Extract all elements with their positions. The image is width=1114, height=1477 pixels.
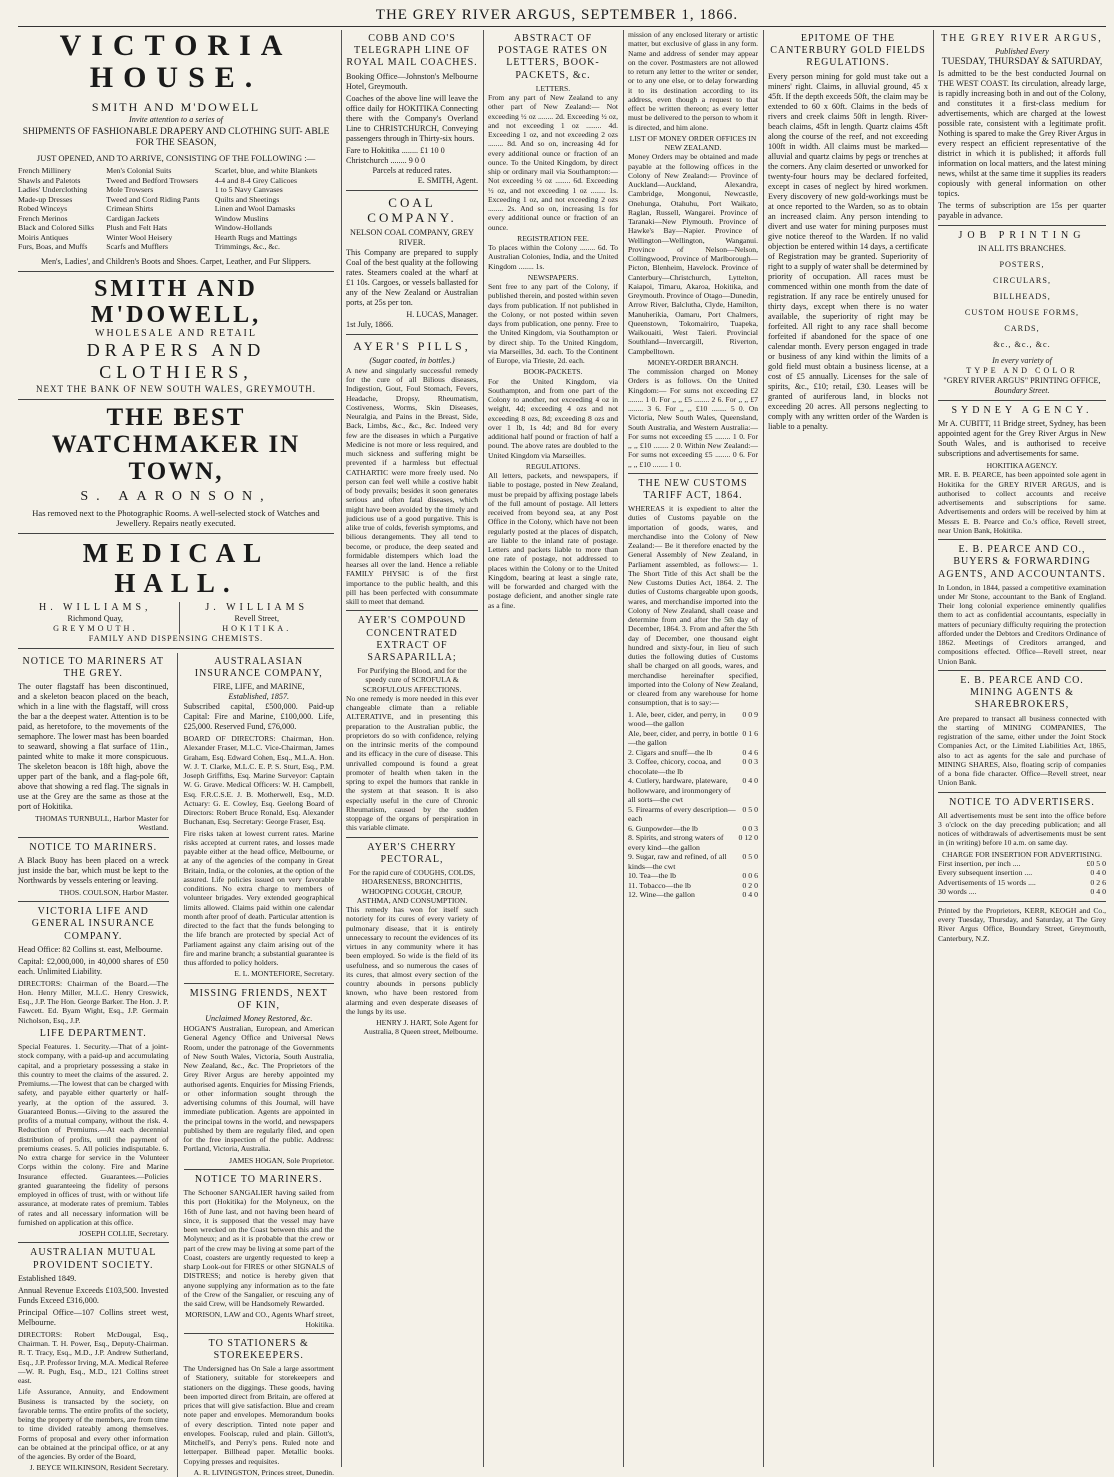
ayer-pills-sub: (Sugar coated, in bottles.): [369, 355, 455, 365]
tariff-row: [628, 757, 758, 776]
divider: [938, 792, 1106, 793]
divider: [938, 225, 1106, 226]
charge-price: 0 4 0: [1090, 887, 1106, 897]
watch-title: THE BEST WATCHMAKER IN TOWN,: [51, 403, 301, 485]
missing-title: MISSING FRIENDS, NEXT OF KIN,: [189, 987, 328, 1011]
divider: [346, 837, 478, 838]
smith-title: SMITH AND M'DOWELL,: [90, 275, 262, 328]
job-item: POSTERS,: [999, 259, 1045, 269]
money-title: MONEY-ORDER BRANCH.: [647, 357, 739, 367]
sarsaparilla-body: No one remedy is more needed in this ever changeable climate than a reliable ALTERATIVE, and in presenting this preparation to the Australian public, the proprietors do so with confidence, relying on the intrinsic merits of the compound and its efficacy in the cure of disease. This unrivalled compound is found a great promoter of health when taken in the spring to expel the humors that rankle in the system at that season. It is also especially useful in the cure of Chronic Rheumatism, caused by the sudden stoppage of the organs of perspiration in this variable climate.: [346, 693, 478, 833]
goods-cell: Window Muslins: [214, 213, 269, 223]
customs-title: THE NEW CUSTOMS TARIFF ACT, 1864.: [638, 477, 748, 501]
book-packets-title: BOOK-PACKETS.: [523, 367, 583, 377]
ayer-pills-body: A new and singularly successful remedy for the cure of all Bilious diseases, Indigestion, Gout, Foul Stomach, Fevers, Headache, Dropsy, Rheumatism, Costiveness, Worms, Skin Diseases, Neuralgia, and Pains in the Breast, Side, Back, Limbs, &c., &c., &c. Indeed very few are the diseases in which a Purgative Medicine is not more or less required, and much sickness and suffering might be prevented if a harmless but effectual CATHARTIC were more freely used. No person can feel well while a costive habit of body prevails; besides it soon generates serious and often fatal diseases, which might have been avoided by the timely and judicious use of a good purgative. This is alike true of colds, feverish symptoms, and bilious derangements. They all tend to become, or produce, the deep seated and formidable distempers which load the hearses all over the land. Hence a reliable FAMILY PHYSIC is of the first importance to the public health, and this pill has been perfected with consummate skill to meet that demand.: [346, 365, 478, 607]
goods-cell: Men's Colonial Suits: [106, 166, 172, 176]
job-item: BILLHEADS,: [993, 291, 1051, 301]
tariff-rate: 0 12 0: [738, 833, 758, 843]
right-name: J. WILLIAMS: [205, 601, 309, 613]
tariff-item: Ale, beer, cider, and perry, in bottle—the gallon: [628, 728, 739, 748]
tariff-rate: 0 4 0: [742, 776, 758, 786]
charges-table: [938, 859, 1106, 897]
nm-sig: MORISON, LAW and CO., Agents Wharf street, Hokitika.: [185, 1310, 334, 1329]
tariff-row: [628, 710, 758, 729]
job-sub: IN ALL ITS BRANCHES.: [978, 243, 1066, 253]
goods-cell: French Merinos: [18, 213, 68, 223]
goods-cell: French Millinery: [18, 166, 72, 176]
lower-subcolumns: [18, 653, 334, 1477]
charge-item: Advertisements of 15 words ....: [938, 877, 1036, 887]
goods-cell: Mole Trowsers: [106, 185, 154, 195]
divider: [628, 473, 758, 474]
goods-cell: Cardigan Jackets: [106, 213, 160, 223]
argus-terms: The terms of subscription are 15s per quarter payable in advance.: [938, 200, 1106, 220]
tariff-item: 10. Tea—the lb: [628, 871, 677, 881]
advertisers-body: All advertisements must be sent into the office before 3 o'clock on the day preceding publication; and all notices of withdrawals of advertisements must be sent in (in writing) before 10 a.m. on same day.: [938, 810, 1106, 848]
cobb-parcels: Parcels at reduced rates.: [372, 165, 452, 175]
watch-body: Has removed next to the Photographic Rooms. A well-selected stock of Watches and Jewellery. Repairs neatly executed.: [32, 507, 320, 529]
tariff-item: 6. Gunpowder—the lb: [628, 823, 698, 833]
aus-body: Fire risks taken at lowest current rates. Marine risks accepted at current rates, and losses made payable either at the head office, Melbourne, or at any of the agencies of the company in Great Britain, India, or the colonies, at the option of the assured. Life policies issued on very favorable conditions. No extra charge to members of volunteer brigades. Very extended geographical limits allowed. Claims paid within one calendar month after proof of death. Particular attention is directed to the fact that the funds belonging to the life branch are protected by special Act of Parliament against any claim arising out of the fire and marine branch; a substantial guarantee is thus afforded to policy holders.: [183, 828, 334, 968]
coal-title: COAL COMPANY.: [367, 194, 457, 226]
regulations-body: All letters, packets, and newspapers, if liable to postage, posted in New Zealand, must be prepaid by affixing postage labels of the full amount of postage. All letters received from beyond sea, at any Post Office in the Colony, which have not been regularly posted at the places of dispatch, are liable to the inland rate of postage. Letters and packets liable to more than one rate of postage, not addressed to places within the Colony or to the United Kingdom, bearing at least a single rate, will be forwarded and charged with the postage deficient, and another single rate as a fine.: [488, 471, 618, 610]
epitome-body: Every person mining for gold must take out a miners' right. Claims, in alluvial ground, 45 x 45ft. If the depth exceeds 50ft, the claim may be extended to 60 x 60ft. Claims in the beds of rivers and creek claims 50ft in length. River-beach claims, 45ft in length. Quartz claims 45ft along the course of the reef, and not exceeding 100ft in width. All claims must be marked—alluvial and quartz claims by pegs or trenches at the corners. Any claim deserted or unworked for twenty-four hours may be declared forfeited, except in cases of neglect by hired workmen. Every discovery of new gold-workings must be at once reported to the Warden, so as to obtain an increased claim. Any person intending to divert and use water for mining purposes must give notice thereof to the Warden. If no valid objection be entered within 14 days, a certificate of Registration may be granted. Superiority of right to a supply of water shall be determined by priority of occupation. All races must be commenced within one month from the date of registration. If any race be entirely unused for thirty days, except when there is no water available, the superiority of right may be forfeited. All right to any race shall become forfeited if abandoned for the space of one calendar month. Every person engaged in trade or business of any kind within the limits of a gold field must obtain a business license, at a cost of £5 annually. Licenses for the sale of spirits, &c., £10; retail, £30. Leases will be granted of auriferous land, in blocks not exceeding 20 acres. All persons neglecting to comply with any written order of the Warden is liable to a penalty.: [768, 71, 928, 431]
charge-price: 0 4 0: [1090, 868, 1106, 878]
stationers-title: TO STATIONERS & STOREKEEPERS.: [208, 1337, 309, 1361]
missing-sig: JAMES HOGAN, Sole Proprietor.: [229, 1155, 334, 1165]
goods-cell: Tweed and Bedford Trowsers: [106, 175, 199, 185]
customs-body: WHEREAS it is expedient to alter the duties of Customs payable on the importation of goods, wares, and merchandise into the Colony of New Zealand:— Be it therefore enacted by the General Assembly of New Zealand, in Parliament assembled, as follows:— 1. The Short Title of this Act shall be the New Customs Duties Act, 1864. 2. The duties of Customs chargeable upon goods, wares, and merchandise imported into the Colony of New Zealand, shall cease and determine from and after the 5th day of December, 1864. 3. From and after the 5th day of December, one thousand eight hundred and sixty-four, in lieu of such duties the following duties of Customs shall be charged on all goods, wares, and merchandise hereinafter specified, imported into the Colony of New Zealand, or cleared from any warehouse for home consumption, that is to say:—: [628, 504, 758, 708]
mariners2-sig: THOS. COULSON, Harbor Master.: [59, 887, 169, 897]
job-street: Boundary Street.: [994, 385, 1050, 395]
job-office: "GREY RIVER ARGUS" PRINTING OFFICE,: [943, 375, 1101, 385]
goods-row: [18, 214, 334, 224]
tariff-rate: 0 4 6: [742, 747, 758, 757]
tariff-item: 12. Wine—the gallon: [628, 890, 695, 900]
column-4: [488, 30, 618, 1467]
tariff-row: [628, 881, 758, 891]
masthead: THE GREY RIVER ARGUS, SEPTEMBER 1, 1866.: [375, 7, 739, 23]
registration-body: To places within the Colony ........ 6d. To Australian Colonies, India, and the United Kingdom ........ 1s.: [488, 243, 618, 271]
amp-sig: J. BEYCE WILKINSON, Resident Secretary.: [29, 1463, 169, 1473]
goods-cell: 4-4 and 8-4 Grey Calicoes: [214, 175, 298, 185]
masthead-rule: [18, 26, 1106, 27]
divider: [18, 837, 169, 838]
tariff-rate: 0 0 3: [742, 823, 758, 833]
goods-row: [18, 223, 334, 233]
goods-cell: Made-up Dresses: [18, 194, 73, 204]
goods-cell: Plush and Felt Hats: [106, 223, 168, 233]
book-packets-body: For the United Kingdom, via Southampton, and from one part of the Colony to another, not exceeding 4 oz in weight, 4d; exceeding 4 ozs and not exceeding 8 ozs, 8d; exceeding 8 ozs and over 1 lb, 1s 4d; and 8d for every additional half pound or fraction of half a pound. The above rates are doubled to the United Kingdom via Marseilles.: [488, 376, 618, 460]
goods-row: [18, 233, 334, 243]
tariff-item: 5. Firearms of every description—each: [628, 804, 736, 824]
tariff-rate: 0 4 0: [742, 890, 758, 900]
goods-table: [18, 166, 334, 252]
smith-sub: WHOLESALE AND RETAIL: [95, 327, 257, 339]
goods-cell: Robed Winceys: [18, 204, 68, 214]
aus-sig: E. L. MONTEFIORE, Secretary.: [234, 969, 334, 979]
column-rule: [483, 30, 484, 1467]
vic-office: Head Office: 82 Collins st. east, Melbourne.: [18, 944, 163, 954]
divider: [346, 334, 478, 335]
tariff-rate: 0 5 0: [742, 852, 758, 862]
missing-sub: Unclaimed Money Restored, &c.: [205, 1014, 313, 1024]
sarsaparilla-sub: For Purifying the Blood, and for the speedy cure of SCROFULA & SCROFULOUS AFFECTIONS.: [357, 666, 467, 694]
goods-cell: Window-Hollands: [214, 223, 273, 233]
nm-title: NOTICE TO MARINERS.: [194, 1173, 323, 1185]
goods-row: [18, 242, 334, 252]
tariff-row: [628, 871, 758, 881]
column-7: [938, 30, 1106, 1467]
hokitika-title: HOKITIKA AGENCY.: [986, 461, 1058, 471]
stationers-sig: A. R. LIVINGSTON, Princes street, Dunedin.: [193, 1467, 334, 1477]
newspapers-title: NEWSPAPERS.: [527, 272, 579, 282]
amp-rev: Annual Revenue Exceeds £103,500. Invested Funds Exceed £316,000.: [18, 1285, 169, 1305]
tariff-rate: 0 0 9: [742, 709, 758, 719]
aus-capital: Subscribed capital, £500,000. Paid-up Capital: Fire and Marine, £100,000. Life, £25,000. Reserved Fund, £76,000.: [183, 702, 334, 732]
goods-cell: Scarfs and Mufflers: [106, 242, 169, 252]
watchmaker-ad: [18, 404, 334, 529]
divider: [938, 539, 1106, 540]
medical-title: MEDICAL HALL.: [82, 537, 270, 598]
cobb-booking: Booking Office—Johnston's Melbourne Hotel, Greymouth.: [346, 71, 478, 91]
amp-title: AUSTRALIAN MUTUAL PROVIDENT SOCIETY.: [30, 1247, 157, 1271]
tariff-rate: 0 5 0: [742, 804, 758, 814]
charge-price: 0 2 6: [1090, 877, 1106, 887]
goods-cell: Furs, Boas, and Muffs: [18, 242, 88, 252]
amp-body: Life Assurance, Annuity, and Endowment Business is transacted by the society, on favorable terms. The entire profits of the society, being the property of the members, are from time to time divided rateably among themselves. Forms of proposal and every other information can be obtained at the principal office, or at any of the agencies. By order of the Board,: [18, 1387, 169, 1461]
tariff-row: [628, 805, 758, 824]
tariff-item: 4. Cutlery, hardware, plateware, hollowware, and ironmongery of all sorts—the cwt: [628, 776, 731, 805]
medical-hall-ad: [18, 538, 334, 644]
divider: [18, 271, 334, 272]
aus-title: AUSTRALASIAN INSURANCE COMPANY,: [194, 655, 323, 679]
postage-title: ABSTRACT OF POSTAGE RATES ON LETTERS, BOOK-PACKETS, &c.: [497, 33, 609, 81]
argus-body: Is admitted to be the best conducted Journal on THE WEST COAST. Its circulation, already large, is rapidly increasing both in and out of the Colony, and constitutes it a first-class medium for advertisements, which are charged at the lowest possible rate, consistent with a legitimate profit. Nothing is spared to make the Grey River Argus in every respect an efficient representative of the district in which it is published; it affords full information on local matters, and the latest mining news, whilst at the same time it supplies its readers copiously with general information on other topics.: [938, 68, 1106, 198]
vic-directors: DIRECTORS: Chairman of the Board.—The Hon. Henry Miller, M.L.C. Henry Creswick, Esq., J.P. The Hon. George Barker. The Hon. J. P. Fawcett. Ed. Byam Wight, Esq., J.P. Germain Nicholson, Esq., J.P.: [18, 978, 169, 1025]
life-sig: JOSEPH COLLIE, Secretary.: [78, 1229, 169, 1239]
column-rule: [623, 30, 624, 1467]
charge-row: [938, 868, 1106, 878]
victoria-shipments: SHIPMENTS OF FASHIONABLE DRAPERY AND CLOTHING SUIT- ABLE FOR THE SEASON,: [22, 126, 330, 149]
cherry-title: AYER'S CHERRY PECTORAL,: [367, 841, 457, 865]
aus-est: Established, 1857.: [228, 692, 290, 702]
mining-title: E. B. PEARCE AND CO. MINING AGENTS & SHAREBROKERS,: [960, 674, 1084, 711]
missing-body: HOGAN'S Australian, European, and American General Agency Office and Universal News Room, under the patronage of the Governments of New South Wales, Victoria, South Australia, New Zealand, &c., &c. The Proprietors of the Grey River Argus are hereby appointed my authorised agents. Enquiries for Missing Friends, or other information sought through the advertising columns of this Journal, will have immediate publication. Agents are appointed in the principal towns in the world, and newspapers published by them are regularly filed, and open for the free inspection of the public. Address: Portland, Victoria, Australia.: [183, 1024, 334, 1154]
life-title: LIFE DEPARTMENT.: [39, 1027, 147, 1039]
list-title: LIST OF MONEY ORDER OFFICES IN NEW ZEALAND.: [629, 133, 757, 152]
job-type: TYPE AND COLOR: [966, 365, 1078, 375]
nm-body: The Schooner SANGALIER having sailed from this port (Hokitika) for the Molyneux, on the 16th of June last, and not having been heard of since, it is supposed that the vessel may have been wrecked on the Coast between this and the Molyneux; and as it is probable that the crew or part of the crew may be living at some part of the Coast, coasters are urgently requested to keep a sharp Look-out for FIRES or other SIGNALS of DISTRESS; and notice is hereby given that anyone supplying any information as to the fate of the Crew of the Sangalier, or rescuing any of the said Crew, will be Handsomely Rewarded.: [183, 1188, 334, 1308]
goods-cell: Linen and Wool Damasks: [214, 204, 296, 214]
column-rule: [341, 30, 342, 1467]
column-5: [628, 30, 758, 1467]
sydney-body: Mr A. CUBITT, 11 Bridge street, Sydney, has been appointed agent for the Grey River Argus in New South Wales, and is authorised to receive subscriptions and advertisements for same.: [938, 419, 1106, 459]
divider: [346, 190, 478, 191]
coal-body: This Company are prepared to supply Coal of the best quality at the following rates. Steamers coaled at the wharf at £1 10s. Cargoes, or vessels ballasted for any of the New Zealand or Australian ports, at 25s per ton.: [346, 248, 478, 308]
life-body: Special Features. 1. Security.—That of a joint-stock company, with a paid-up and accumulating capital, and a proprietary possessing a stake in this country to meet the claims of the assured. 2. Premiums.—The lowest that can be charged with safety, and payable either quarterly or half-yearly, at the option of the assured. 3. Guaranteed Bonus.—Giving to the assured the profits of a mutual company, without the risk. 4. Reduction of Premiums.—At each decennial distribution of profits, until the payment of premiums ceases. 5. All policies indisputable. 6. No extra charge for service in the Volunteer Corps within the colony. Fire and Marine Insurance effected. Guarantees.—Policies granted guaranteeing the fidelity of persons employed in offices of trust, with or without life assurance, at moderate rates of premium. Tables of rates and all necessary information will be furnished on application at this office.: [18, 1042, 169, 1227]
mining-body: Are prepared to transact all business connected with the starting of MINING COMPANIES, The registration of the same, either under the Joint Stock Companies Act, or the Limited Liabilities Act, 1865, also to act as agents for the sale and purchase of MINING SHARES, Also, floating scrip of companies of a bona fide character. Office—Revell street, near Union Bank.: [938, 713, 1106, 788]
cherry-sig: HENRY J. HART, Sole Agent for Australia, 8 Queen street, Melbourne.: [363, 1018, 478, 1037]
cobb-sig: E. SMITH, Agent.: [417, 175, 478, 185]
goods-cell: Shawls and Paletots: [18, 175, 81, 185]
cobb-fare-1: Fare to Hokitika ........ £1 10 0: [346, 145, 445, 155]
cobb-fare-2: Christchurch ........ 9 0 0: [346, 155, 426, 165]
stationers-body: The Undersigned has On Sale a large assortment of Stationery, suitable for storekeepers and stationers on the diggings. These goods, having been imported direct from Britain, are offered at prices that will give satisfaction. Blue and cream note paper and envelopes. Memorandum books of every description. Tinted note paper and envelopes. Foolscap, ruled and plain. Gillott's, Mitchell's, and Perry's pens. Ruled note and letterpaper. Billhead paper. Metallic books. Copying presses and requisites.: [183, 1364, 334, 1466]
charge-item: 30 words ....: [938, 887, 977, 897]
coal-date: 1st July, 1866.: [346, 320, 394, 330]
epitome-title: EPITOME OF THE CANTERBURY GOLD FIELDS REGULATIONS.: [770, 33, 926, 69]
coal-sub: NELSON COAL COMPANY, GREY RIVER.: [350, 228, 474, 248]
sydney-title: SYDNEY AGENCY.: [951, 404, 1093, 416]
newspapers-body: Sent free to any part of the Colony, if published therein, and posted within seven days from publication. If not published in the Colony, or not posted within seven days from publication, one penny. Free to the United Kingdom, via Southampton or by direct ship. To the United Kingdom, via Marseilles, 3d. each. To the Continent of Europe, via Trieste, 2d. each.: [488, 282, 618, 365]
amp-est: Established 1849.: [18, 1273, 77, 1283]
goods-cell: Winter Wool Heisery: [106, 232, 173, 242]
amp-office: Principal Office—107 Collins street west, Melbourne.: [18, 1307, 169, 1327]
cherry-body: This remedy has won for itself such notoriety for its cures of every variety of pulmonary disease, that it is entirely unnecessary to recount the evidences of its virtues in any community where it has been employed. So wide is the field of its usefulness, and so numerous the cases of its cures, that almost every section of the country abounds in persons publicly known, who have been restored from alarming and even desperate diseases of the lungs by its use.: [346, 905, 478, 1016]
charge-title: CHARGE FOR INSERTION FOR ADVERTISING.: [941, 849, 1103, 859]
job-items: [938, 260, 1106, 350]
tariff-rate: 0 1 6: [742, 728, 758, 738]
tariff-rate: 0 0 3: [742, 757, 758, 767]
vic-capital: Capital: £2,000,000, in 40,000 shares of £50 each. Unlimited Liability.: [18, 956, 169, 976]
divider: [18, 1242, 169, 1243]
registration-title: REGISTRATION FEE.: [517, 233, 589, 243]
tariff-rate: 0 2 0: [742, 880, 758, 890]
goods-cell: Hearth Rugs and Mattings: [214, 232, 297, 242]
goods-cell: Ladies' Underclothing: [18, 185, 88, 195]
medical-left: [18, 602, 173, 634]
amp-directors: DIRECTORS: Robert McDougal, Esq., Chairman. T. H. Power, Esq., Deputy-Chairman. R. T. Tracy, Esq., M.D., J.P. Andrew Sutherland, Esq., J.P. Professor Irving, M.A. Medical Referee—W. R. Pugh, Esq., M.D., 121 Collins street east.: [18, 1329, 169, 1385]
argus-pub: Published Every: [995, 47, 1049, 57]
mariners-body: The outer flagstaff has been discontinued, and a skeleton beacon placed on the beach, which in a line with the flagstaff, will cross the bar a the deepest water. Attention is to be paid, as heretofore, to the movements of the semaphore. The lower mast has been boarded to seaward, showing a flat surface of 11in., painted white to make it more conspicuous. The skeleton beacon is 18ft high, above the upper part of the bank, and a flag-pole 6ft, above that showing a red flag. The signals in use at the Grey are the same as those at the port of Hokitika.: [18, 682, 169, 812]
victoria-firm: SMITH AND M'DOWELL: [91, 100, 261, 114]
tariff-rate: 0 0 6: [742, 871, 758, 881]
goods-row: [18, 204, 334, 214]
tariff-row: [628, 824, 758, 834]
tariff-row: [628, 729, 758, 748]
money-body: The commission charged on Money Orders is as follows. On the United Kingdom:— For sums not exceeding £2 ........ 1 0. For ,, ,, £5 ........ 2 6. For ,, ,, £7 ........ 3 6. For ,, ,, £10 ........ 5 0. On Victoria, New South Wales, Queensland, South Australia, and Western Australia:— For sums not exceeding £5 ........ 1 0. For ,, ,, £10 ........ 2 0. Within New Zealand:— For sums not exceeding £5 ........ 0 6. For ,, ,, £10 ........ 1 0.: [628, 367, 758, 469]
tariff-item: 1. Ale, beer, cider, and perry, in wood—the gallon: [628, 709, 726, 729]
right-town: HOKITIKA.: [222, 623, 292, 633]
printer-note: Printed by the Proprietors, KERR, KEOGH and Co., every Tuesday, Thursday, and Saturday, at The Grey River Argus Office, Boundary Street, Greymouth, Canterbury, N.Z.: [938, 905, 1106, 943]
charge-item: First insertion, per inch ....: [938, 858, 1021, 868]
right-addr: Revell Street,: [234, 613, 280, 623]
hokitika-body: MR. E. B. PEARCE, has been appointed sole agent in Hokitika for the GREY RIVER ARGUS, and is authorised to collect accounts and receive advertisements and subscriptions for same. Advertisements and orders will be received by him at Messrs E. B. Pearce and Co.'s office, Revell street, near Union Bank, Hokitika.: [938, 470, 1106, 535]
tariff-row: [628, 852, 758, 871]
left-wide-section: [18, 29, 334, 1477]
divider: [346, 610, 478, 611]
divider: [184, 1169, 335, 1170]
charge-row: [938, 887, 1106, 897]
column-rule: [763, 30, 764, 1467]
vic-ins-title: VICTORIA LIFE AND GENERAL INSURANCE COMPANY.: [31, 906, 155, 942]
goods-row: [18, 185, 334, 195]
goods-row: [18, 166, 334, 176]
column-3: [346, 30, 478, 1467]
divider: [18, 533, 334, 534]
column-6: [768, 30, 928, 1467]
job-item: CUSTOM HOUSE FORMS,: [964, 307, 1080, 317]
regulations-title: REGULATIONS.: [525, 461, 581, 471]
subcolumn-2: [177, 653, 335, 1477]
goods-row: [18, 176, 334, 186]
job-title: JOB PRINTING: [958, 229, 1086, 241]
tariff-row: [628, 890, 758, 900]
cobb-body: Coaches of the above line will leave the office daily for HOKITIKA Connecting there with the Company's Overland Line to CHRISTCHURCH, Conveying passengers through in Thirty-six hours.: [346, 93, 478, 143]
aus-board: BOARD OF DIRECTORS: Chairman, Hon. Alexander Fraser, M.L.C. Vice-Chairman, James Graham, Esq. Edward Cohen, Esq., M.L.A. Hon. W. J. T. Clarke, M.L.C. E. P. S. Sturt, Esq., P.M. Joseph Griffiths, Esq. Marine Surveyor: Captain W. G. Grave. Medical Officers: W. H. Campbell, Esq. F.R.C.S.E. J. B. Motherwell, Esq., M.D. Actuary: G. E. Cowley, Esq. Geelong Board of Directors: Robert Bruce Ronald, Esq. Alexander Buchanan, Esq. Secretary: George Fraser, Esq.: [183, 734, 334, 827]
left-town: GREYMOUTH.: [53, 623, 138, 633]
tariff-row: [628, 833, 758, 852]
tariff-item: 11. Tobacco—the lb: [628, 880, 691, 890]
left-name: H. WILLIAMS,: [38, 601, 152, 613]
tariff-table: [628, 710, 758, 900]
smith-next: NEXT THE BANK OF NEW SOUTH WALES, GREYMOUTH.: [35, 383, 317, 394]
job-variety: In every variety of: [992, 355, 1052, 365]
letters-head: LETTERS.: [535, 83, 571, 93]
tariff-item: 2. Cigars and snuff—the lb: [628, 747, 713, 757]
list-body: Money Orders may be obtained and made payable at the following offices in the Colony of New Zealand:— Province of Auckland—Auckland, Alexandra, Cambridge, Mongonui, Newcastle, Onehunga, Otahuhu, Port Waikato, Raglan, Russell, Wangarei. Province of Taranaki—New Plymouth. Province of Hawke's Bay—Napier. Province of Wellington—Wellington, Wanganui. Province of Nelson—Nelson, Collingwood, Province of Marlborough—Picton, Blenheim, Havelock. Province of Canterbury—Christchurch, Lyttelton, Kaiapoi, Timaru, Akaroa, Hokitika, and Greymouth. Province of Otago—Dunedin, Arrow River, Balclutha, Clyde, Hamilton, Manuherikia, Oamaru, Port Chalmers, Queenstown, Tokomairiro, Tuapeka, Waikouaiti, West Taieri. Provincial Southland—Invercargill, Riverton, Campbelltown.: [628, 152, 758, 356]
job-item: CARDS,: [1004, 323, 1040, 333]
charge-row: [938, 859, 1106, 869]
goods-cell: 1 to 5 Navy Canvases: [214, 185, 283, 195]
goods-cell: Quilts and Sheetings: [214, 194, 280, 204]
charge-price: £0 5 0: [1086, 858, 1106, 868]
cherry-sub: For the rapid cure of COUGHS, COLDS, HOARSENESS, BRONCHITIS, WHOOPING COUGH, CROUP, ASTHMA, AND CONSUMPTION.: [348, 868, 476, 905]
victoria-opened: JUST OPENED, AND TO ARRIVE, CONSISTING OF THE FOLLOWING :—: [36, 152, 316, 163]
victoria-footer: Men's, Ladies', and Children's Boots and Shoes. Carpet, Leather, and Fur Slippers.: [41, 256, 311, 266]
tariff-row: [628, 776, 758, 805]
mariners2-title: NOTICE TO MARINERS.: [29, 841, 158, 853]
coal-sig: H. LUCAS, Manager.: [406, 310, 478, 320]
victoria-title: VICTORIA HOUSE.: [59, 29, 293, 94]
divider: [938, 901, 1106, 902]
divider: [18, 901, 169, 902]
goods-cell: Crimean Shirts: [106, 204, 154, 214]
victoria-house-ad: [18, 30, 334, 267]
goods-cell: Black and Colored Silks: [18, 223, 95, 233]
argus-days: TUESDAY, THURSDAY & SATURDAY,: [941, 57, 1103, 68]
left-addr: Richmond Quay,: [67, 613, 123, 623]
ayer-pills-title: AYER'S PILLS,: [353, 339, 471, 354]
divider: [184, 1333, 335, 1334]
sarsaparilla-title: AYER'S COMPOUND CONCENTRATED EXTRACT OF SARSAPARILLA;: [357, 615, 467, 663]
medical-partners: [18, 602, 334, 634]
aus-sub: FIRE, LIFE, and MARINE,: [213, 682, 305, 692]
medical-footer: FAMILY AND DISPENSING CHEMISTS.: [88, 633, 264, 643]
medical-right: [179, 602, 335, 634]
smith-mcdowell-ad: [18, 276, 334, 395]
divider: [184, 983, 335, 984]
job-item: &c., &c., &c.: [993, 339, 1051, 349]
letters-body: From any part of New Zealand to any other part of New Zealand:— Not exceeding ½ oz ........ 2d. Exceeding ½ oz, and not exceeding 1 oz ........ 4d. Exceeding 1 oz, and not exceeding 2 ozs ........ 8d. And so on, increasing 4d for every additional ounce or fraction of an ounce. To the United Kingdom, by direct ship or ordinary mail via Southampton:— Not exceeding ½ oz ........ 6d. Exceeding ½ oz, and not exceeding 1 oz ........ 1s. Exceeding 1 oz, and not exceeding 2 ozs ........ 2s. And so on, increasing 1s for every additional ounce or fraction of an ounce.: [488, 93, 618, 232]
smith-drapers: DRAPERS AND CLOTHIERS,: [86, 339, 266, 382]
divider: [18, 399, 334, 400]
job-item: CIRCULARS,: [993, 275, 1051, 285]
watch-name: S. AARONSON,: [80, 488, 272, 504]
divider: [938, 670, 1106, 671]
mariners-title: NOTICE TO MARINERS AT THE GREY.: [22, 655, 164, 679]
victoria-invite: Invite attention to a series of: [129, 114, 223, 124]
goods-cell: Tweed and Cord Riding Pants: [106, 194, 200, 204]
goods-cell: Scarlet, blue, and white Blankets: [214, 166, 318, 176]
goods-row: [18, 195, 334, 205]
tariff-item: 8. Spirits, and strong waters of every kind—the gallon: [628, 833, 724, 852]
pearce-body: In London, in 1844, passed a competitive examination under Mr Stone, accountant to the Bank of England. Their long colonial experience eminently qualifies them to act as confidential accountants, especially in matters of pecuniary difficulty requiring the protection afforded under the Debtors and Creditors Ordinance of 1862. Meetings of Creditors arranged, and compositions effected. Office—Revell street, near Union Bank.: [938, 582, 1106, 666]
column-rule: [933, 30, 934, 1467]
pearce-title: E. B. PEARCE AND CO., BUYERS & FORWARDING AGENTS, AND ACCOUNTANTS.: [938, 544, 1106, 580]
divider: [18, 648, 334, 649]
charge-row: [938, 878, 1106, 888]
mission-body: mission of any enclosed literary or artistic matter, but exclusive of glass in any form. Name and address of sender may appear on the cover. Postmasters are not allowed to return any letter to the writer or sender, or to any one else, or to delay forwarding it to its destination according to its address, even though a request to that effect be written thereon; as every letter must be delivered to the person to whom it is directed, and him alone.: [628, 30, 758, 132]
divider: [938, 400, 1106, 401]
subcolumn-1: [18, 653, 169, 1477]
mariners-sig: THOMAS TURNBULL, Harbor Master for Westland.: [35, 814, 169, 833]
goods-cell: Trimmings, &c., &c.: [214, 242, 280, 252]
mariners2-body: A Black Buoy has been placed on a wreck just inside the bar, which must be kept to the Northwards by vessels entering or leaving.: [18, 855, 169, 885]
tariff-item: 3. Coffee, chicory, cocoa, and chocolate—the lb: [628, 757, 721, 776]
advertisers-title: NOTICE TO ADVERTISERS.: [949, 796, 1095, 808]
tariff-item: 9. Sugar, raw and refined, of all kinds—the cwt: [628, 852, 727, 871]
charge-item: Every subsequent insertion ....: [938, 868, 1033, 878]
tariff-row: [628, 748, 758, 758]
cobb-title: COBB AND CO'S TELEGRAPH LINE OF ROYAL MAIL COACHES.: [346, 33, 478, 69]
argus-title: THE GREY RIVER ARGUS,: [941, 33, 1103, 44]
goods-cell: Moiris Antiques: [18, 232, 69, 242]
